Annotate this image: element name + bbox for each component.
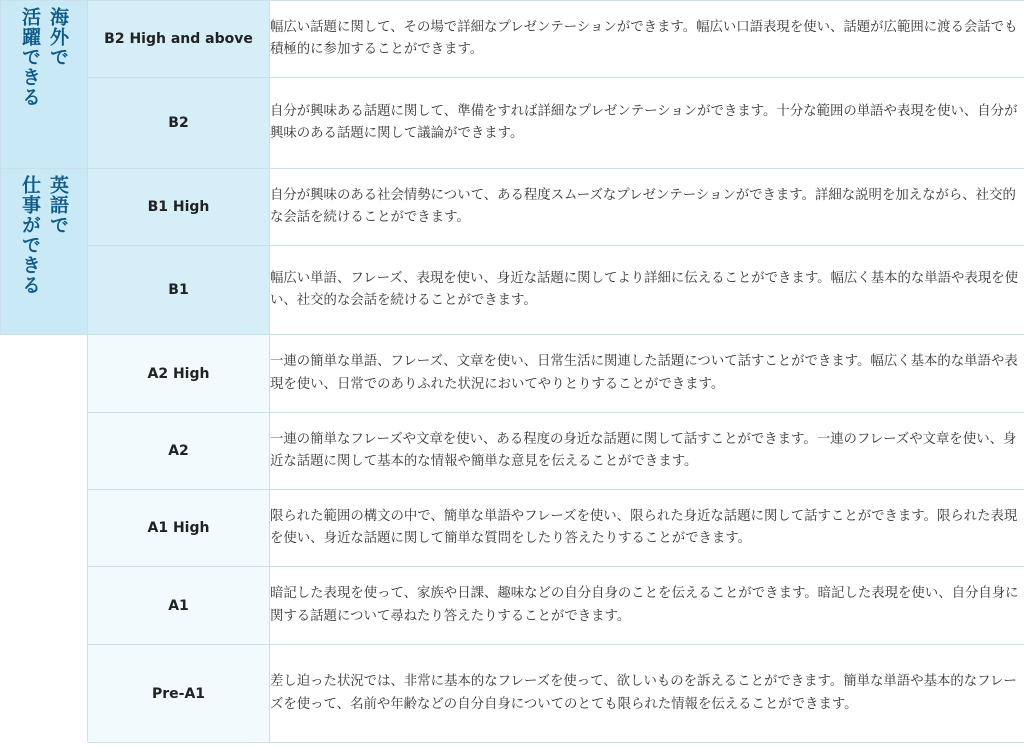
level-cell: B2 High and above — [88, 1, 270, 78]
table-row — [1, 78, 1024, 169]
description-cell: 限られた範囲の構文の中で、簡単な単語やフレーズを使い、限られた身近な話題に関して話すことができます。限られた表現を使い、身近な話題に関して簡単な質問をしたり答えたりすることができます。 — [270, 490, 1024, 567]
group-empty-cell — [1, 335, 88, 743]
level-cell: B1 — [88, 246, 270, 335]
level-cell: A2 High — [88, 335, 270, 413]
table-row — [1, 169, 1024, 246]
table-row — [1, 490, 1024, 567]
group-label-line: 英語で — [47, 175, 69, 235]
level-cell: B1 High — [88, 169, 270, 246]
table-row — [1, 567, 1024, 645]
description-cell: 自分が興味ある話題に関して、準備をすれば詳細なプレゼンテーションができます。十分な範囲の単語や表現を使い、自分が興味のある話題に関して議論ができます。 — [270, 78, 1024, 169]
description-cell: 暗記した表現を使って、家族や日課、趣味などの自分自身のことを伝えることができます。暗記した表現を使い、自分自身に関する話題について尋ねたり答えたりすることができます。 — [270, 567, 1024, 645]
description-cell: 幅広い話題に関して、その場で詳細なプレゼンテーションができます。幅広い口語表現を使い、話題が広範囲に渡る会話でも積極的に参加することができます。 — [270, 1, 1024, 78]
table-row — [1, 645, 1024, 743]
group-label-line: 活躍できる — [19, 7, 41, 107]
table-row — [1, 246, 1024, 335]
level-cell: Pre-A1 — [88, 645, 270, 743]
description-cell: 一連の簡単な単語、フレーズ、文章を使い、日常生活に関連した話題について話すことができます。幅広く基本的な単語や表現を使い、日常でのありふれた状況においてやりとりすることができます。 — [270, 335, 1024, 413]
description-cell: 一連の簡単なフレーズや文章を使い、ある程度の身近な話題に関して話すことができます。一連のフレーズや文章を使い、身近な話題に関して基本的な情報や簡単な意見を伝えることができます。 — [270, 413, 1024, 490]
level-cell: A2 — [88, 413, 270, 490]
level-cell: B2 — [88, 78, 270, 169]
description-cell: 幅広い単語、フレーズ、表現を使い、身近な話題に関してより詳細に伝えることができます。幅広く基本的な単語や表現を使い、社交的な会話を続けることができます。 — [270, 246, 1024, 335]
group-label-line: 仕事ができる — [19, 175, 41, 295]
group-label-line: 海外で — [47, 7, 69, 67]
level-cell: A1 — [88, 567, 270, 645]
group-label-overseas — [1, 1, 88, 169]
group-label-work — [1, 169, 88, 335]
table-row — [1, 413, 1024, 490]
table-row — [1, 1, 1024, 78]
description-cell: 差し迫った状況では、非常に基本的なフレーズを使って、欲しいものを訴えることができます。簡単な単語や基本的なフレーズを使って、名前や年齢などの自分自身についてのとても限られた情報を伝えることができます。 — [270, 645, 1024, 743]
table-row — [1, 335, 1024, 413]
level-cell: A1 High — [88, 490, 270, 567]
description-cell: 自分が興味のある社会情勢について、ある程度スムーズなプレゼンテーションができます。詳細な説明を加えながら、社交的な会話を続けることができます。 — [270, 169, 1024, 246]
